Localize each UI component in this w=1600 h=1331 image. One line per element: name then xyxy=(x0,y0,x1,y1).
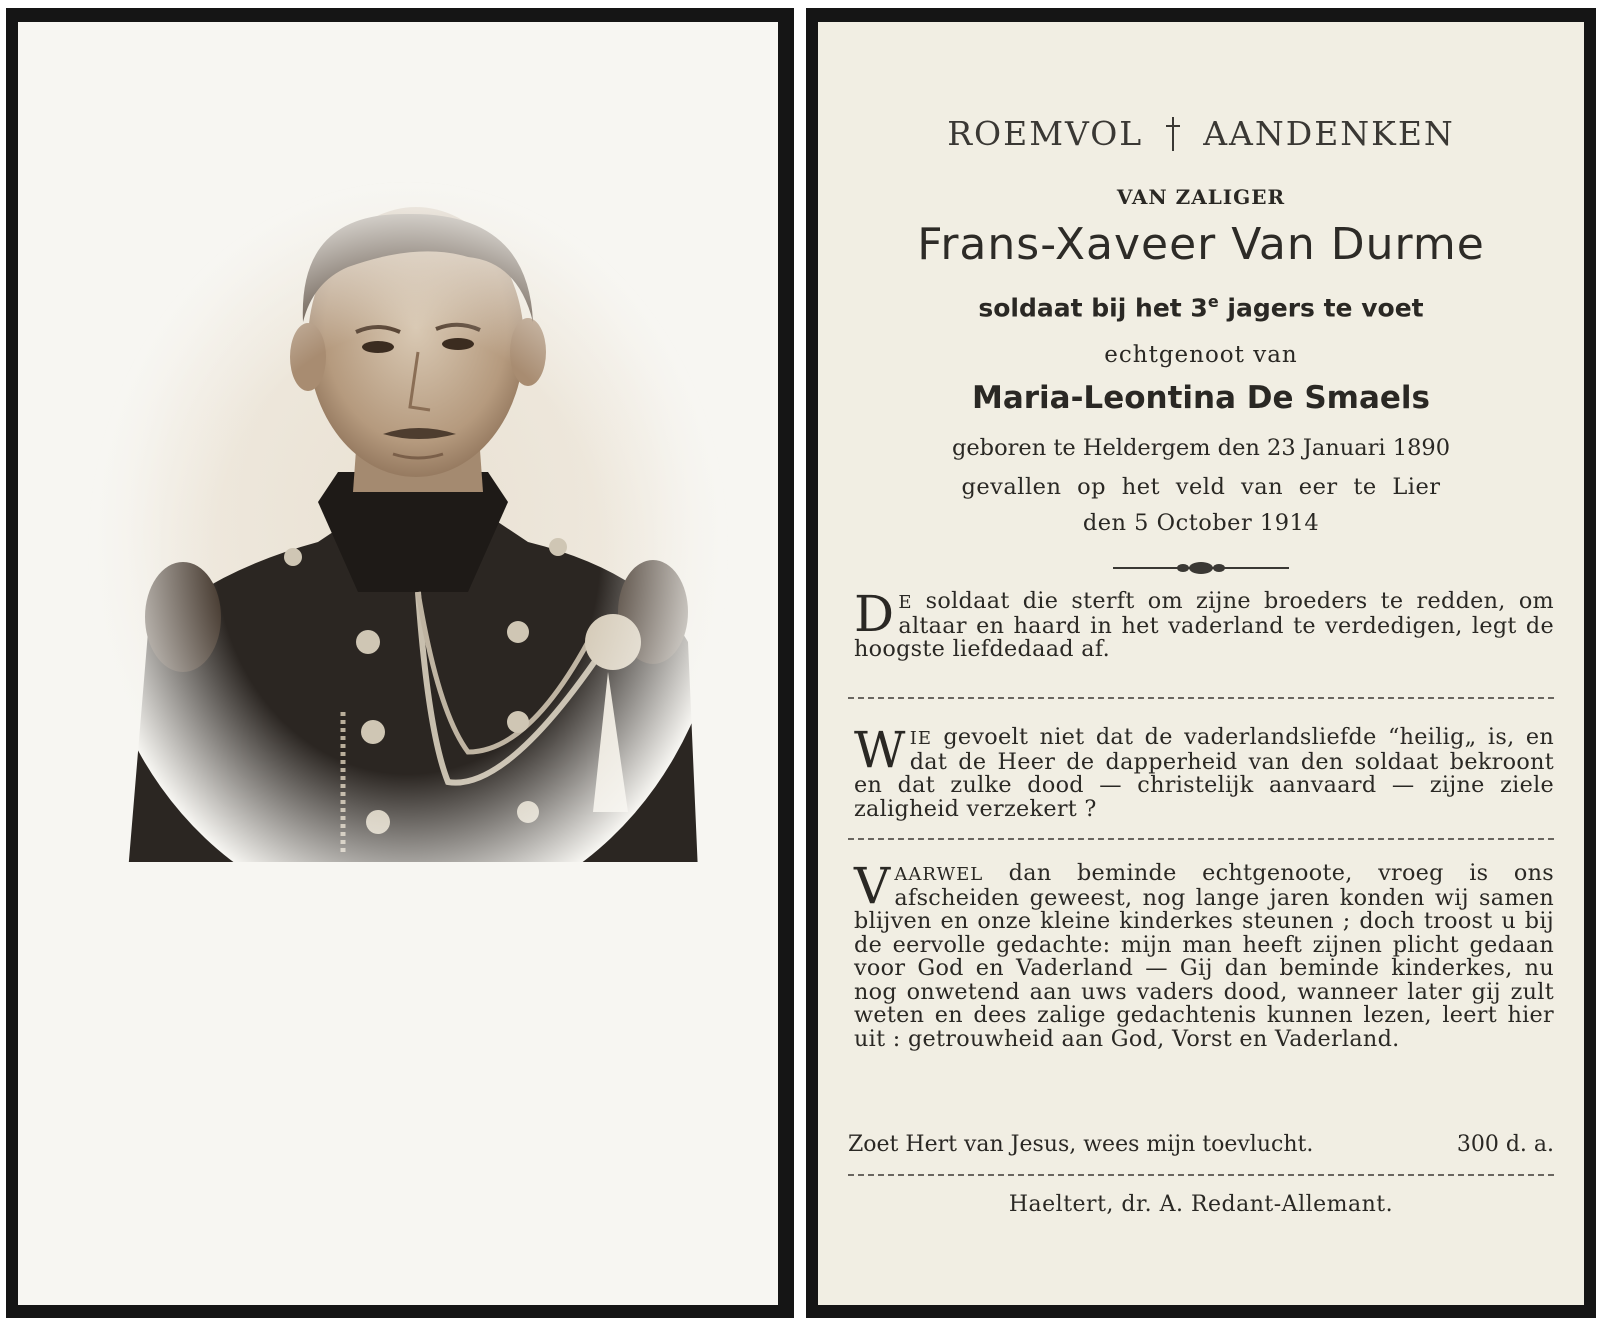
dashed-divider xyxy=(848,838,1554,840)
soldier-portrait-photo xyxy=(88,172,728,922)
paragraph-3-text: dan beminde echtgenoote, vroeg is ons afscheiden geweest, nog lange jaren konden wij samen blijven en onze kleine kinderkes steunen ; doch troost u bij de eervolle gedachte: mijn man heeft zijnen plicht gedaan voor God en Vaderland — Gij dan beminde kinderkes, nu nog onwetend aan uws vaders dood, wanneer later gij zult weten en dees zalige gedachtenis kunnen lezen, leert hier uit : getrouwheid aan God, Vorst en Vaderland. xyxy=(854,860,1554,1052)
rank-line xyxy=(818,292,1584,322)
paragraph-patriotism xyxy=(854,721,1554,822)
birth-line: geboren te Heldergem den 23 Januari 1890 xyxy=(951,435,1451,461)
dashed-divider xyxy=(848,1174,1554,1176)
rank-superscript: e xyxy=(1207,292,1219,311)
indulgence: 300 d. a. xyxy=(1456,1132,1554,1157)
cross-icon xyxy=(1165,117,1181,151)
paragraph-1-initial: D xyxy=(854,585,895,643)
deceased-name: Frans-Xaveer Van Durme xyxy=(917,219,1485,270)
paragraph-soldier xyxy=(854,585,1554,662)
memorial-card-frame xyxy=(806,8,1596,1318)
prayer-line xyxy=(848,1132,1554,1157)
spouse-name: Maria-Leontina De Smaels xyxy=(971,380,1431,416)
paragraph-2-text: gevoelt niet dat de vaderlandsliefde “heilig„ is, en dat de Heer de dapperheid van den soldaat bekroont en dat zulke dood — christelijk aanvaard — zijne ziele zaligheid verzekert ? xyxy=(854,724,1554,822)
printer-line: Haeltert, dr. A. Redant-Allemant. xyxy=(1008,1192,1394,1217)
paragraph-3-lead: AARWEL xyxy=(894,864,984,885)
portrait-card xyxy=(18,22,778,1305)
ornament-divider-icon xyxy=(1113,558,1289,578)
paragraph-2-lead: IE xyxy=(909,728,932,749)
spouse-intro: echtgenoot van xyxy=(1104,342,1298,368)
paragraph-2-initial: W xyxy=(854,721,906,779)
death-date: den 5 October 1914 xyxy=(1082,510,1320,536)
portrait-card-frame xyxy=(6,8,794,1318)
paragraph-1-lead: E xyxy=(898,592,913,613)
title-right-word: AANDENKEN xyxy=(1203,114,1455,153)
paragraph-3-initial: V xyxy=(854,857,891,915)
memorial-card xyxy=(818,22,1584,1305)
card-title xyxy=(818,114,1584,153)
dashed-divider xyxy=(848,697,1554,699)
subtitle: VAN ZALIGER xyxy=(1116,185,1286,209)
prayer-text: Zoet Hert van Jesus, wees mijn toevlucht. xyxy=(848,1132,1314,1157)
rank-suffix: jagers te voet xyxy=(1218,293,1424,323)
rank-prefix: soldaat bij het 3 xyxy=(978,293,1208,323)
paragraph-farewell xyxy=(854,857,1554,1052)
paragraph-1-text: soldaat die sterft om zijne broeders te redden, om altaar en haard in het vaderland te verdedigen, legt de hoogste liefdedaad af. xyxy=(854,588,1554,662)
death-line: gevallen op het veld van eer te Lier xyxy=(961,474,1441,500)
title-left-word: ROEMVOL xyxy=(947,114,1144,153)
